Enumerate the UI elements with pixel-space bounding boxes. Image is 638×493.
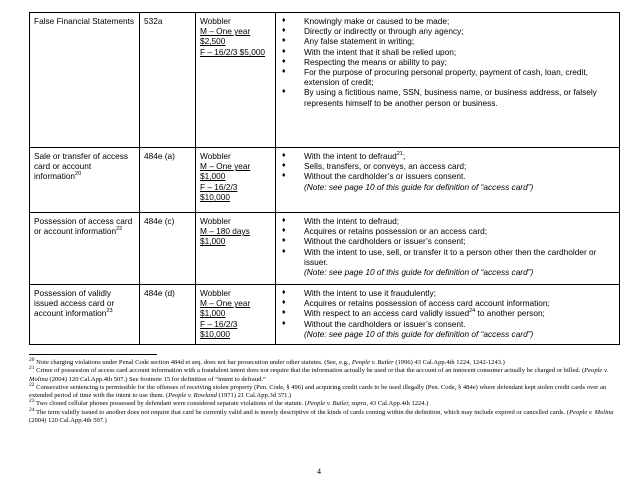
element-item: ♦ With the intent that it shall be relied upon; (280, 47, 615, 57)
section-cell: 484e (a) (140, 148, 196, 213)
element-note: (Note: see page 10 of this guide for definition of “access card”) (304, 267, 534, 278)
penalty-cell (196, 13, 276, 148)
table-row (30, 148, 620, 213)
element-item: ♦ Any false statement in writing; (280, 36, 615, 46)
penalty-line: M – One year (200, 26, 251, 37)
penalty-line: F – 16/2/3 (200, 181, 238, 192)
penalty-line: M – One year (200, 298, 251, 309)
offense-cell: Sale or transfer of access card or account information$^{20}$ (30, 148, 140, 213)
offense-type: Wobbler (200, 216, 231, 226)
footnote: $^{21}$ Crime of possession of access card account information with a fraudulent intent does not require that the information actually be used or that the account of an innocent consumer actually be charged or billed. (People v. Molina (2004) 120 Cal.App.4th 507.) See footnote 15 for definition of “intent to defraud.” (29, 365, 609, 383)
penalty-line: $10,000 (200, 191, 230, 202)
section-cell: 484e (c) (140, 213, 196, 285)
element-item: ♦ Knowingly make or caused to be made; (280, 16, 615, 26)
element-item: ♦ Sells, transfers, or conveys, an access card; (280, 161, 615, 171)
penalty-cell (196, 213, 276, 285)
element-item: ♦ With the intent to use it fraudulently; (280, 288, 615, 298)
footnote: $^{23}$ Two cloned cellular phones possessed by defendant were considered separate violations of the statute. (People v. Butler, supra, 43 Cal.App.4th 1224.) (29, 398, 429, 408)
penalty-cell (196, 148, 276, 213)
element-item: ♦ Directly or indirectly or through any agency; (280, 26, 615, 36)
penalty-line: F – 16/2/3 (200, 318, 238, 329)
element-item: ♦ With the intent to defraud; (280, 216, 615, 226)
footnote-ref: 20 (75, 171, 82, 178)
offense-type: Wobbler (200, 151, 231, 161)
elements-cell (276, 285, 620, 345)
element-note: (Note: see page 10 of this guide for definition of “access card”) (304, 181, 534, 192)
footnote: $^{24}$ The term validly issued to another does not require that card be currently valid and is merely descriptive of the kinds of cards coming within the definition, which may include expired or cancelled cards. (People v. Molina (2004) 120 Cal.App.4th 507.) (29, 406, 614, 425)
penalty-line: F – 16/2/3 $5,000 (200, 46, 266, 57)
elements-cell (276, 213, 620, 285)
penalty-line: $2,500 (200, 36, 226, 47)
footnotes (29, 356, 619, 425)
table-row (30, 213, 620, 285)
element-item: ♦ Acquires or retains possession of access card account information; (280, 298, 615, 308)
element-item: ♦ Acquires or retains possession or an access card; (280, 226, 615, 236)
element-item: ♦ Without the cardholder’s or issuers consent. (280, 171, 615, 181)
offense-cell: Possession of validly issued access card or account information$^{23}$ (30, 285, 140, 345)
element-item: ♦ Without the cardholders or issuer’s consent; (280, 236, 615, 246)
offense-type: Wobbler (200, 16, 231, 26)
element-item: ♦ With respect to an access card validly issued$^{24}$ to another person; (280, 308, 615, 318)
footnote-ref: 21 (396, 151, 403, 158)
footnote: $^{20}$ Note charging violations under Penal Code section 484d et seq. does not bar prosecution under other statutes. (See, e.g., People v. Butler (1996) 43 Cal.App.4th 1224, 1242-1243.) (29, 356, 505, 366)
element-item: ♦ With the intent to defraud$^{21}$; (280, 151, 615, 161)
element-note: (Note: see page 10 of this guide for definition of “access card”) (304, 328, 534, 339)
section-cell: 484e (d) (140, 285, 196, 345)
element-item: ♦ Respecting the means or ability to pay; (280, 57, 615, 67)
elements-cell (276, 148, 620, 213)
penalty-line: $1,000 (200, 236, 226, 247)
footnote-divider (29, 354, 157, 355)
table-row (30, 13, 620, 148)
footnote-ref: 24 (469, 308, 476, 315)
element-item: ♦ By using a fictitious name, SSN, business name, or business address, or falsely represents himself to be another person or business. (280, 87, 615, 107)
offense-type: Wobbler (200, 288, 231, 298)
element-item: ♦ With the intent to use, sell, or transfer it to a person other then the cardholder or issuer. (280, 247, 615, 267)
penalty-line: $1,000 (200, 308, 226, 319)
footnote-ref: 22 (116, 226, 123, 233)
footnote-ref: 23 (106, 308, 113, 315)
elements-cell (276, 13, 620, 148)
section-cell: 532a (140, 13, 196, 148)
penalty-line: $1,000 (200, 171, 226, 182)
page-number: 4 (317, 467, 321, 476)
element-item: ♦ Without the cardholders or issuer’s consent. (280, 319, 615, 329)
offenses-table (29, 12, 620, 345)
penalty-cell (196, 285, 276, 345)
offense-cell: False Financial Statements (30, 13, 140, 148)
offense-cell: Possession of access card or account information$^{22}$ (30, 213, 140, 285)
footnote: $^{22}$ Consecutive sentencing is permissible for the offenses of receiving stolen property (Pen. Code, § 496) and acquiring credit cards to be used illegally (Pen. Code, § 484e) where defendant kept stolen credit cards over an extended period of time with the intent to use them. (People v. Rowland (1971) 21 Cal.App.3d 371.) (29, 381, 607, 400)
penalty-line: $10,000 (200, 328, 230, 339)
element-item: ♦ For the purpose of procuring personal property, payment of cash, loan, credit, extension of credit; (280, 67, 615, 87)
penalty-line: M – One year (200, 161, 251, 172)
table-row (30, 285, 620, 345)
penalty-line: M – 180 days (200, 226, 250, 237)
